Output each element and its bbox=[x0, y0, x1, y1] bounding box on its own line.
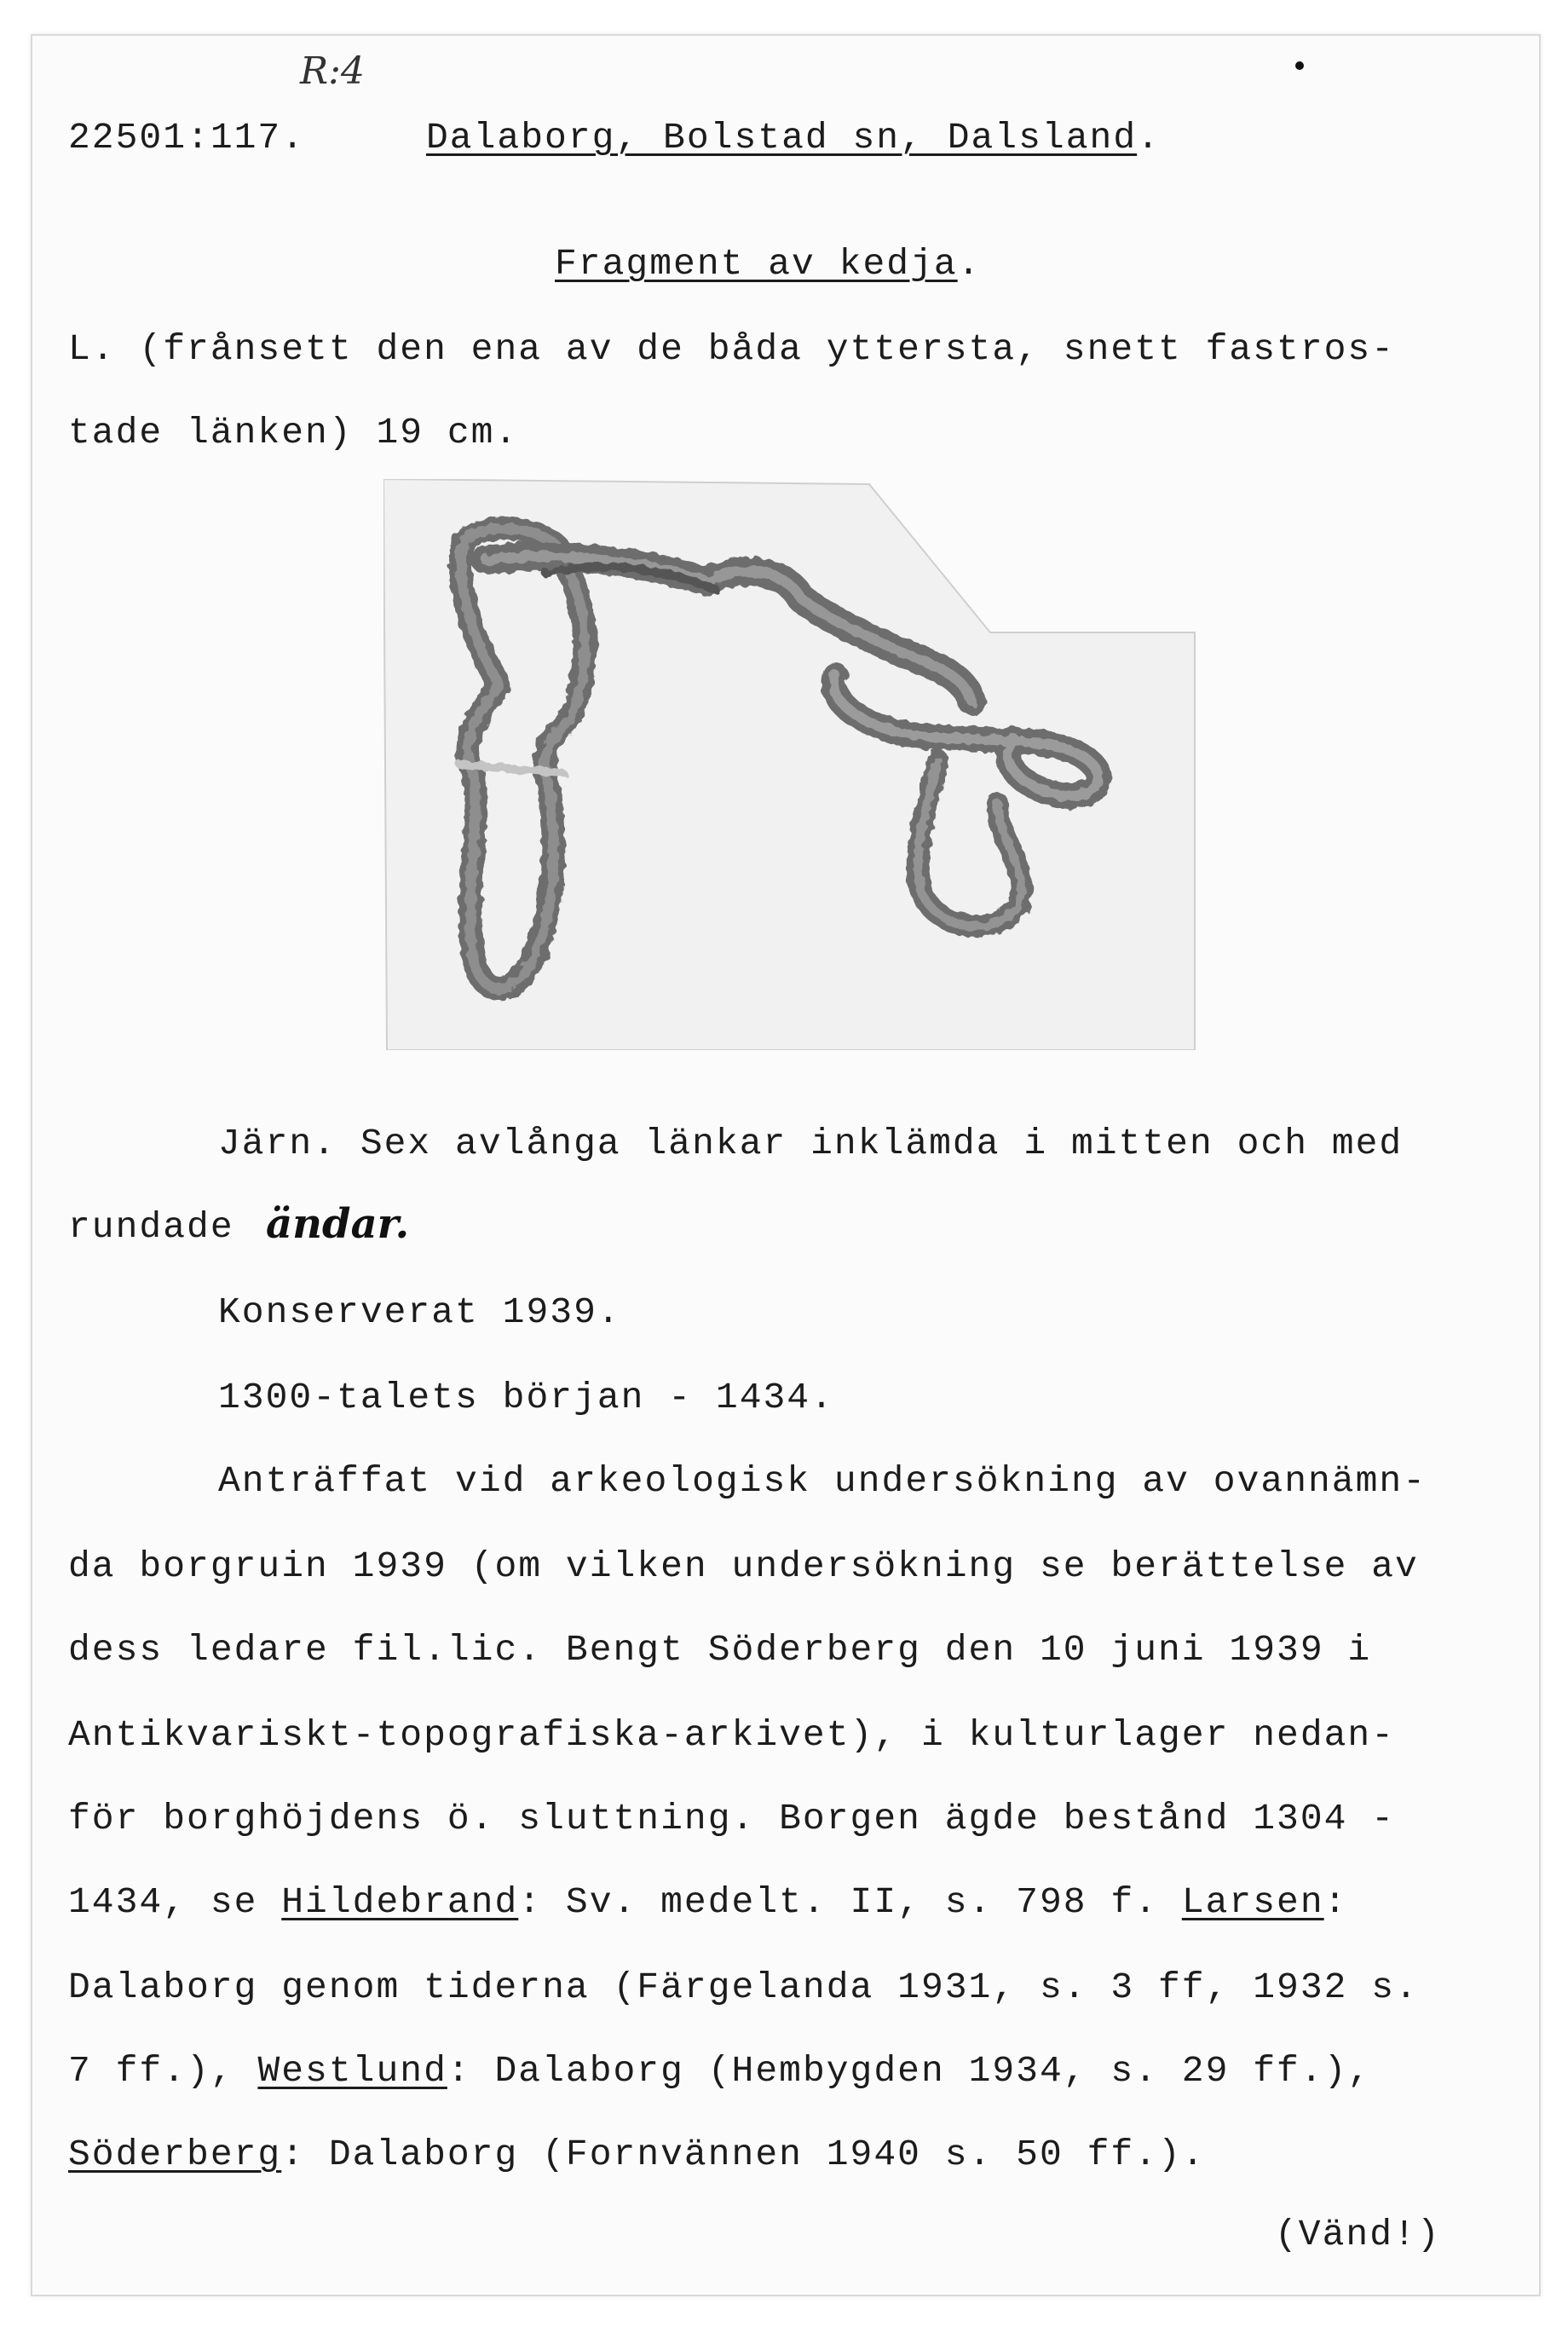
find-context-line-4: Antikvariskt-topografiska-arkivet), i kulturlager nedan- bbox=[68, 1714, 1396, 1756]
measurement-line-2: tade länken) 19 cm. bbox=[68, 412, 519, 453]
conservation-note: Konserverat 1939. bbox=[218, 1291, 621, 1333]
line-6-post: : bbox=[1323, 1881, 1348, 1923]
find-context-line-5: för borghöjdens ö. sluttning. Borgen ägde bestånd 1304 - bbox=[68, 1798, 1396, 1839]
line-9-post: : Dalaborg (Fornvännen 1940 s. 50 ff.). bbox=[281, 2134, 1206, 2175]
object-title bbox=[555, 243, 982, 285]
catalog-card bbox=[31, 34, 1541, 2296]
reference-hildebrand: Hildebrand bbox=[281, 1881, 519, 1923]
chain-photo-svg bbox=[383, 479, 1198, 1050]
object-photo bbox=[383, 479, 1198, 1050]
find-location-period: . bbox=[1137, 117, 1161, 159]
find-context-line-2: da borgruin 1939 (om vilken undersökning se berättelse av bbox=[68, 1545, 1419, 1587]
line-6-mid: : Sv. medelt. II, s. 798 f. bbox=[518, 1881, 1182, 1923]
find-context-line-6 bbox=[68, 1881, 1348, 1923]
measurement-line-1: L. (frånsett den ena av de båda yttersta, snett fastros- bbox=[68, 328, 1396, 370]
find-context-line-9 bbox=[68, 2136, 1206, 2173]
catalog-number: 22501:117. bbox=[68, 117, 306, 159]
description-line-2-handwritten: ändar. bbox=[266, 1200, 410, 1248]
line-8-pre: 7 ff.), bbox=[68, 2050, 258, 2092]
description-line-1: Järn. Sex avlånga länkar inklämda i mitten och med bbox=[218, 1123, 1404, 1164]
archive-mark: R:4 bbox=[300, 49, 365, 93]
punch-dot bbox=[1295, 61, 1304, 70]
find-location bbox=[426, 117, 1161, 159]
find-context-line-8 bbox=[68, 2050, 1372, 2092]
object-title-text: Fragment av kedja bbox=[555, 243, 958, 285]
dating-note: 1300-talets början - 1434. bbox=[218, 1377, 834, 1418]
find-context-line-3: dess ledare fil.lic. Bengt Söderberg den 10 juni 1939 i bbox=[68, 1629, 1372, 1671]
description-line-2-typed: rundade bbox=[68, 1206, 234, 1248]
reference-westlund: Westlund bbox=[257, 2050, 447, 2092]
find-location-text: Dalaborg, Bolstad sn, Dalsland bbox=[426, 117, 1138, 159]
object-title-period: . bbox=[957, 243, 982, 285]
turn-over-note: (Vänd!) bbox=[1275, 2214, 1441, 2255]
line-8-post: : Dalaborg (Hembygden 1934, s. 29 ff.), bbox=[447, 2050, 1372, 2092]
line-6-pre: 1434, se bbox=[68, 1881, 282, 1923]
reference-larsen: Larsen bbox=[1181, 1881, 1324, 1923]
reference-soderberg: Söderberg bbox=[68, 2134, 282, 2175]
find-context-line-7: Dalaborg genom tiderna (Färgelanda 1931, s. 3 ff, 1932 s. bbox=[68, 1966, 1419, 2008]
find-context-line-1: Anträffat vid arkeologisk undersökning av ovannämn- bbox=[218, 1460, 1427, 1502]
